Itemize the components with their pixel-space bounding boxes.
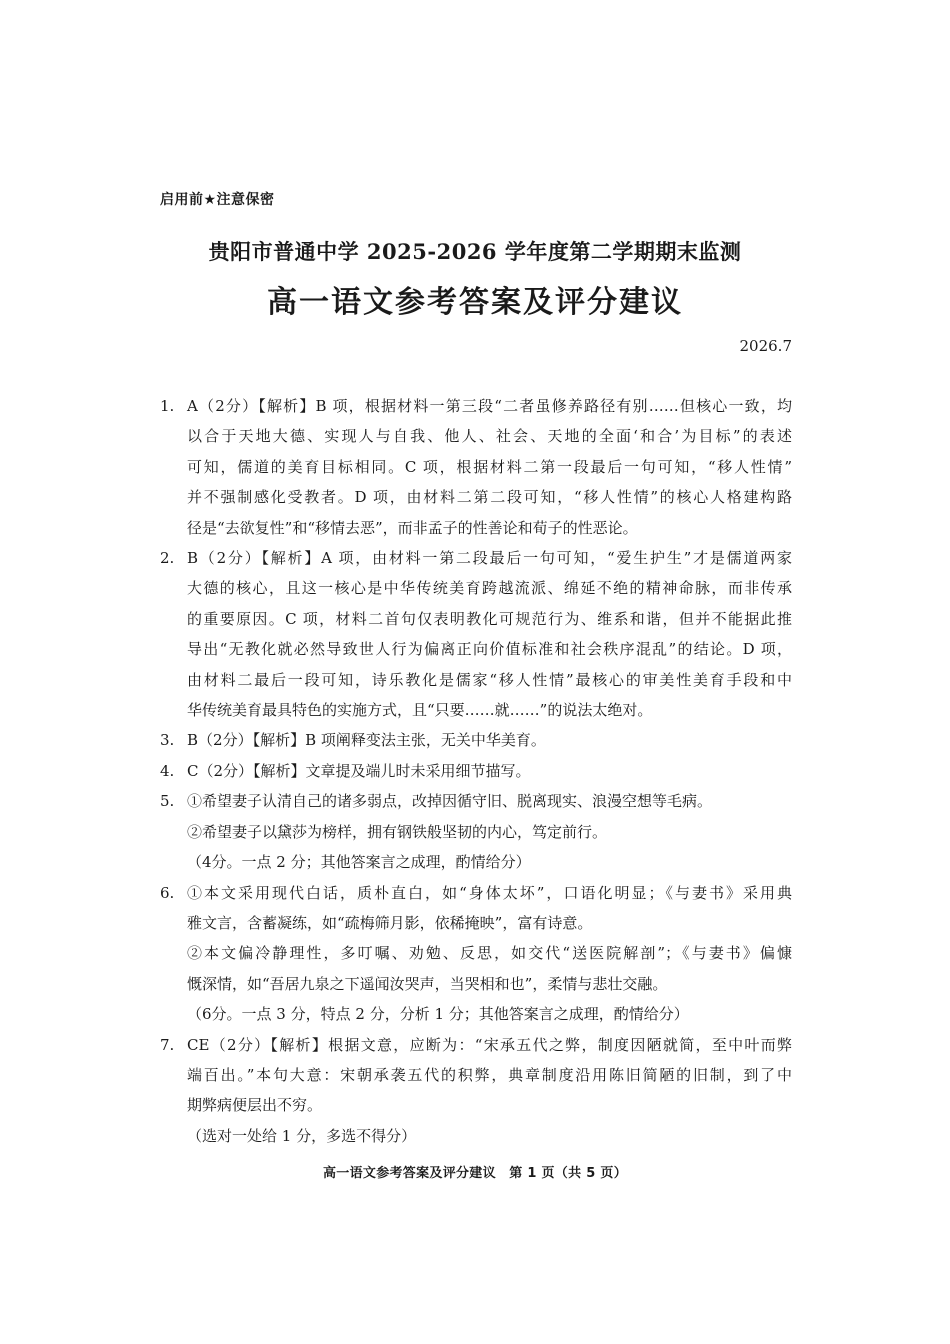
question-number: 7.	[160, 1035, 175, 1054]
answer-line: 大德的核心，且这一核心是中华传统美育跨越流派、绵延不绝的精神命脉，而非传承	[187, 579, 792, 598]
answer-line: B（2分）【解析】B 项阐释变法主张，无关中华美育。	[187, 731, 546, 750]
answer-line: 导出“无教化就必然导致世人行为偏离正向价值标准和社会秩序混乱”的结论。D 项，	[187, 640, 792, 659]
answer-line: 径是“去欲复性”和“移情去恶”，而非孟子的性善论和荀子的性恶论。	[187, 518, 638, 537]
scoring-note: （4分。一点 2 分；其他答案言之成理，酌情给分）	[187, 853, 531, 872]
question-number: 5.	[160, 792, 175, 811]
question-number: 1.	[160, 397, 175, 415]
question-6	[160, 878, 792, 1030]
answer-line: 的重要原因。C 项，材料二首句仅表明教化可规范行为、维系和谐，但并不能据此推	[187, 609, 792, 628]
answer-line: ①希望妻子认清自己的诸多弱点，改掉因循守旧、脱离现实、浪漫空想等毛病。	[187, 792, 713, 811]
answer-line: ②本文偏冷静理性，多叮嘱、劝勉、反思，如交代“送医院解剖”；《与妻书》偏慷	[187, 944, 792, 963]
scoring-note: （6分。一点 3 分，特点 2 分，分析 1 分；其他答案言之成理，酌情给分）	[187, 1005, 689, 1024]
answer-line: CE（2分）【解析】根据文意，应断为：“宋承五代之弊，制度因陋就简，至中叶而弊	[187, 1035, 792, 1054]
answer-list	[160, 391, 792, 1151]
answer-line: 期弊病便层出不穷。	[187, 1096, 323, 1115]
question-number: 6.	[160, 883, 175, 902]
answer-line: 可知，儒道的美育目标相同。C 项，根据材料二第一段最后一句可知，“移人性情”	[187, 457, 792, 476]
answer-line: ①本文采用现代白话，质朴直白，如“身体太坏”，口语化明显；《与妻书》采用典	[187, 883, 792, 902]
question-number: 3.	[160, 731, 175, 750]
question-4	[160, 756, 792, 786]
answer-line: 并不强制感化受教者。D 项，由材料二第二段可知，“移人性情”的核心人格建构路	[187, 488, 792, 507]
answer-line: C（2分）【解析】文章提及端儿时未采用细节描写。	[187, 761, 531, 780]
document-date: 2026.7	[739, 337, 792, 355]
answer-line: 以合于天地大德、实现人与自我、他人、社会、天地的全面‘和合’为目标”的表述	[187, 427, 792, 446]
document-subtitle: 高一语文参考答案及评分建议	[267, 285, 683, 320]
question-number: 4.	[160, 761, 175, 780]
answer-line: 端百出。”本句大意：宋朝承袭五代的积弊，典章制度沿用陈旧简陋的旧制，到了中	[187, 1065, 792, 1084]
page-footer: 高一语文参考答案及评分建议 第 1 页（共 5 页）	[323, 1166, 627, 1181]
document-title: 贵阳市普通中学 2025-2026 学年度第二学期期末监测	[208, 239, 742, 264]
question-1	[160, 391, 792, 543]
question-3	[160, 725, 792, 755]
question-number: 2.	[160, 549, 175, 568]
answer-line: A（2分）【解析】B 项，根据材料一第三段“二者虽修养路径有别……但核心一致，均	[187, 397, 792, 415]
answer-line: ②希望妻子以黛莎为榜样，拥有钢铁般坚韧的内心，笃定前行。	[187, 822, 608, 841]
answer-line: B（2分）【解析】A 项，由材料一第二段最后一句可知，“爱生护生”才是儒道两家	[187, 549, 792, 568]
answer-line: 由材料二最后一段可知，诗乐教化是儒家“移人性情”最核心的审美性美育手段和中	[187, 670, 792, 689]
question-5	[160, 786, 792, 877]
answer-line: 雅文言，含蓄凝练，如“疏梅筛月影，依稀掩映”，富有诗意。	[187, 913, 593, 932]
answer-line: 华传统美育最具特色的实施方式，且“只要……就……”的说法太绝对。	[187, 701, 653, 720]
question-7	[160, 1030, 792, 1152]
scoring-note: （选对一处给 1 分，多选不得分）	[187, 1126, 417, 1145]
answer-line: 慨深情，如“吾居九泉之下遥闻汝哭声，当哭相和也”，柔情与悲壮交融。	[187, 974, 668, 993]
confidential-label: 启用前★注意保密	[160, 192, 275, 208]
question-2	[160, 543, 792, 725]
